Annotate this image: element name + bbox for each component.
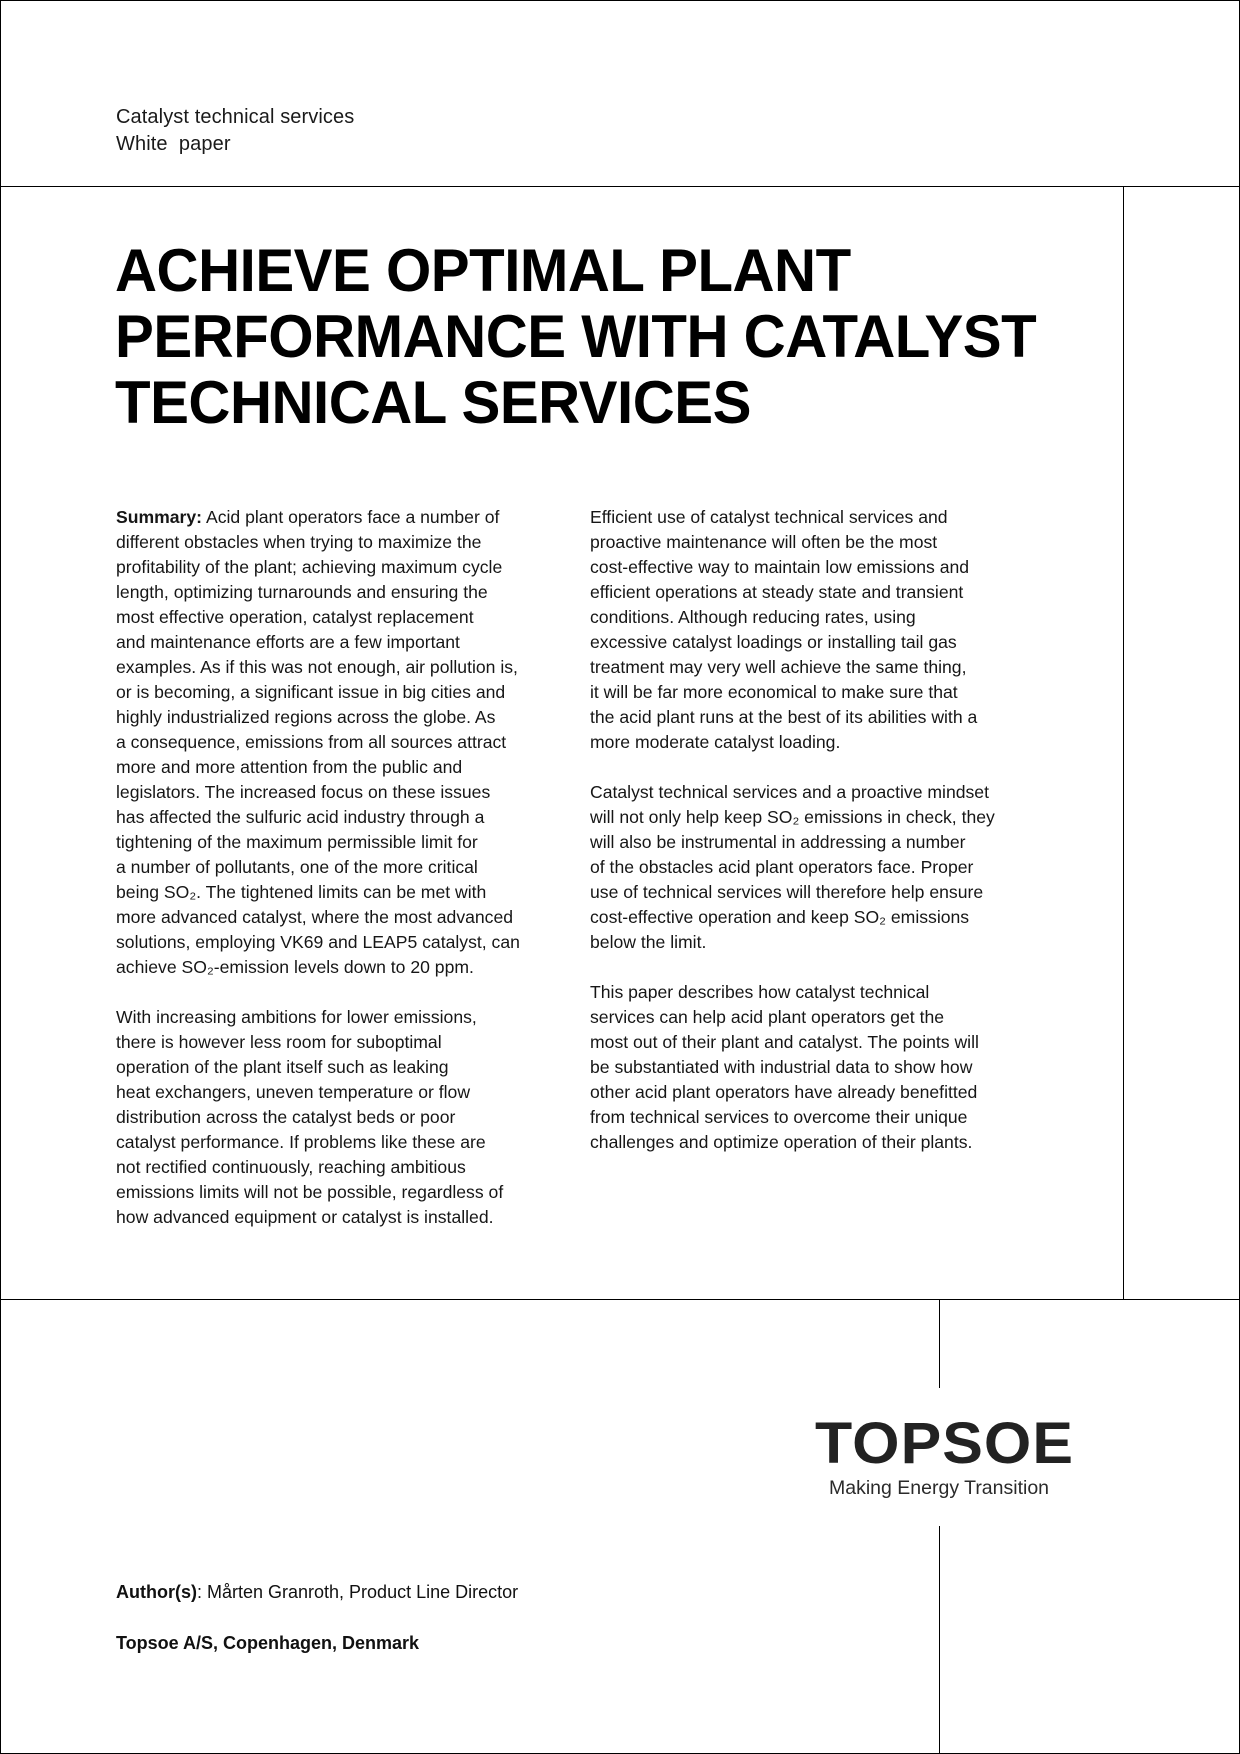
text-line: the acid plant runs at the best of its abilities with a xyxy=(590,707,978,727)
text-line: most effective operation, catalyst replacement xyxy=(116,607,474,627)
summary-paragraph xyxy=(116,505,561,980)
text-line: tightening of the maximum permissible limit for xyxy=(116,832,478,852)
text-line: Summary: Acid plant operators face a number of xyxy=(116,507,500,527)
summary-label: Summary: xyxy=(116,507,203,527)
text-line: emissions limits will not be possible, regardless of xyxy=(116,1182,504,1202)
logo-tagline: Making Energy Transition xyxy=(829,1477,1050,1499)
text-line: below the limit. xyxy=(590,932,707,952)
text-line: will not only help keep SO₂ emissions in check, they xyxy=(590,807,995,827)
right-margin-rule xyxy=(1123,187,1124,1300)
header-divider xyxy=(0,186,1240,187)
paragraph xyxy=(590,780,1030,955)
text-line: different obstacles when trying to maximize the xyxy=(116,532,482,552)
text-line: examples. As if this was not enough, air pollution is, xyxy=(116,657,518,677)
right-column xyxy=(590,505,1030,1180)
text-line: legislators. The increased focus on these issues xyxy=(116,782,491,802)
text-line: will also be instrumental in addressing a number xyxy=(590,832,966,852)
text-line: distribution across the catalyst beds or poor xyxy=(116,1107,456,1127)
author-line xyxy=(116,1580,518,1604)
text-line: proactive maintenance will often be the most xyxy=(590,532,938,552)
text-line: other acid plant operators have already benefitted xyxy=(590,1082,978,1102)
text-line: be substantiated with industrial data to show how xyxy=(590,1057,973,1077)
document-category: Catalyst technical services xyxy=(116,106,355,128)
text-line: catalyst performance. If problems like these are xyxy=(116,1132,486,1152)
text-line: more advanced catalyst, where the most advanced xyxy=(116,907,514,927)
text-line: being SO₂. The tightened limits can be met with xyxy=(116,882,487,902)
text-line: use of technical services will therefore help ensure xyxy=(590,882,984,902)
text-line: has affected the sulfuric acid industry through a xyxy=(116,807,485,827)
logo-rule-bottom xyxy=(939,1526,940,1754)
paragraph xyxy=(590,980,1030,1155)
footer-divider xyxy=(0,1299,1240,1300)
logo-wordmark: TOPSOE xyxy=(815,1411,1075,1476)
text-line: and maintenance efforts are a few important xyxy=(116,632,460,652)
text-line: it will be far more economical to make sure that xyxy=(590,682,958,702)
text-line: efficient operations at steady state and transient xyxy=(590,582,964,602)
text-line: Catalyst technical services and a proactive mindset xyxy=(590,782,989,802)
page-title xyxy=(115,238,1046,436)
author-value: : Mårten Granroth, Product Line Director xyxy=(196,1582,519,1602)
text-line: how advanced equipment or catalyst is installed. xyxy=(116,1207,494,1227)
left-column xyxy=(116,505,561,1255)
text-line: length, optimizing turnarounds and ensuring the xyxy=(116,582,488,602)
text-line: cost-effective operation and keep SO₂ emissions xyxy=(590,907,970,927)
text-line: a consequence, emissions from all sources attract xyxy=(116,732,507,752)
text-line: highly industrialized regions across the globe. As xyxy=(116,707,496,727)
text-line: conditions. Although reducing rates, using xyxy=(590,607,916,627)
title-line: ACHIEVE OPTIMAL PLANT xyxy=(115,237,851,304)
logo-rule-top xyxy=(939,1300,940,1388)
text-line: of the obstacles acid plant operators face. Proper xyxy=(590,857,974,877)
text-line: treatment may very well achieve the same thing, xyxy=(590,657,967,677)
text-line: Efficient use of catalyst technical services and xyxy=(590,507,948,527)
text-line: This paper describes how catalyst technical xyxy=(590,982,930,1002)
text-line: a number of pollutants, one of the more critical xyxy=(116,857,478,877)
text-line: heat exchangers, uneven temperature or flow xyxy=(116,1082,471,1102)
text-line: cost-effective way to maintain low emissions and xyxy=(590,557,970,577)
title-line: TECHNICAL SERVICES xyxy=(115,369,751,436)
text-line: achieve SO₂-emission levels down to 20 ppm. xyxy=(116,957,474,977)
paragraph xyxy=(116,1005,561,1230)
text-line: operation of the plant itself such as leaking xyxy=(116,1057,449,1077)
document-header xyxy=(116,104,354,158)
text-line: profitability of the plant; achieving maximum cycle xyxy=(116,557,503,577)
text-line: With increasing ambitions for lower emissions, xyxy=(116,1007,477,1027)
paragraph xyxy=(590,505,1030,755)
topsoe-logo xyxy=(815,1411,1075,1499)
text-line: solutions, employing VK69 and LEAP5 catalyst, can xyxy=(116,932,520,952)
title-line: PERFORMANCE WITH CATALYST xyxy=(115,303,1037,370)
text-line: more moderate catalyst loading. xyxy=(590,732,841,752)
text-line: excessive catalyst loadings or installing tail gas xyxy=(590,632,957,652)
text-line: not rectified continuously, reaching ambitious xyxy=(116,1157,466,1177)
text-line: services can help acid plant operators get the xyxy=(590,1007,945,1027)
text-line: there is however less room for suboptimal xyxy=(116,1032,442,1052)
author-label: Author(s) xyxy=(116,1582,197,1602)
text-line: most out of their plant and catalyst. The points will xyxy=(590,1032,979,1052)
text-line: from technical services to overcome their unique xyxy=(590,1107,968,1127)
text-line: or is becoming, a significant issue in big cities and xyxy=(116,682,506,702)
document-type: White paper xyxy=(116,133,231,155)
company-line: Topsoe A/S, Copenhagen, Denmark xyxy=(116,1633,420,1653)
text-line: challenges and optimize operation of their plants. xyxy=(590,1132,973,1152)
text-line: more and more attention from the public and xyxy=(116,757,463,777)
